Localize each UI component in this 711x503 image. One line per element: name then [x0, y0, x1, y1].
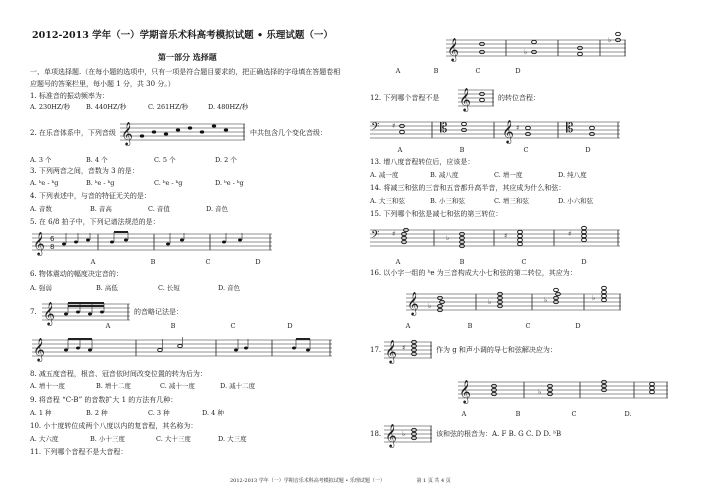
q15-staff	[370, 226, 620, 252]
svg-text:♭: ♭	[538, 388, 542, 396]
svg-text:♭: ♭	[544, 296, 548, 304]
q9-option-b: B. 2 种	[86, 409, 108, 417]
q11-label-b: B	[433, 67, 439, 75]
footer-page-number: 第 1 页 共 4 页	[416, 478, 451, 484]
q11-staff	[446, 34, 626, 62]
q14-option-b: B. 小三和弦	[430, 197, 465, 205]
q17-label-b: B	[515, 410, 521, 418]
question-3: 3. 下列两音之间，音数为 3 的是：	[30, 167, 139, 175]
question-11: 11. 下列哪个音程不是大音程：	[30, 448, 128, 456]
question-7-suffix: 的音略记法是：	[134, 308, 183, 316]
question-16: 16. 以小字一组的 ᵇe 为三音构成大小七和弦的第二转位，其应为：	[370, 269, 577, 277]
svg-text:♯: ♯	[516, 124, 520, 132]
q12-staff	[458, 86, 494, 112]
q16-label-a: A	[405, 322, 411, 330]
q10-option-d: D. 大三度	[218, 435, 247, 443]
q15-label-a: A	[395, 258, 401, 266]
q8-option-d: D. 减十二度	[220, 382, 256, 390]
svg-text:♯: ♯	[402, 344, 406, 352]
q2-staff	[120, 120, 245, 146]
q1-option-c: C. 261HZ/秒	[148, 103, 189, 111]
q11-label-a: A	[395, 67, 401, 75]
question-9: 9. 将音程 “C-B” 的音数扩大 1 的方法有几种：	[30, 396, 178, 404]
alto-clef-icon: 𝄡	[440, 121, 448, 136]
q11-label-d: D	[515, 67, 521, 75]
question-7-prefix: 7.	[30, 308, 37, 316]
q9-option-d: D. 4 种	[202, 409, 224, 417]
q3-option-b: B. ᵇe - ᵇg	[86, 179, 115, 187]
q7-label-a: A	[105, 322, 111, 330]
question-14: 14. 将减三和弦的三音和五音都升高半音，其应成为什么和弦：	[370, 184, 566, 192]
question-17-suffix: 作为 g 和声小调的导七和弦解决应为：	[436, 346, 557, 354]
question-10: 10. 小十度转位成两个八度以内的复音程，其名称为：	[30, 422, 198, 430]
tenor-clef-icon: 𝄡	[566, 121, 574, 136]
q3-option-d: D. ᵇe - ᵇg	[215, 179, 244, 187]
q10-option-c: C. 大十三度	[156, 435, 191, 443]
q15-label-b: B	[459, 258, 465, 266]
q17-staff	[384, 336, 432, 364]
svg-text:♭: ♭	[524, 48, 528, 56]
svg-text:♭: ♭	[488, 298, 492, 306]
q13-option-a: A. 减一度	[370, 171, 399, 179]
q9-option-a: A. 1 种	[30, 409, 52, 417]
q2-option-a: A. 3 个	[30, 156, 52, 164]
treble-clef-icon: 𝄞	[121, 121, 133, 145]
question-12-prefix: 12. 下列哪个音程不是	[370, 94, 440, 102]
svg-text:♭: ♭	[608, 36, 612, 44]
question-1: 1. 标准音的振动频率为：	[30, 92, 109, 100]
q1-option-b: B. 440HZ/秒	[86, 103, 127, 111]
question-6: 6. 物体震动的幅度决定音的：	[30, 270, 123, 278]
q7-label-b: B	[170, 322, 176, 330]
question-12-suffix: 的转位音程：	[498, 94, 540, 102]
q5-label-a: A	[90, 258, 96, 266]
question-18-prefix: 18.	[370, 430, 382, 438]
q12-label-b: B	[459, 146, 465, 154]
question-18-suffix: 该和弦的根音为：A. F B. G C. D D. ᵇB	[436, 430, 562, 438]
footer-title: 2012-2013 学年（一）学期音乐术科高考模拟试题 • 乐理试题（一）	[230, 478, 385, 484]
q13-option-d: D. 纯八度	[558, 171, 587, 179]
q16-label-d: D	[575, 322, 581, 330]
q5-label-b: B	[150, 258, 156, 266]
q15-label-c: C	[521, 258, 527, 266]
q6-option-a: A. 强弱	[30, 284, 52, 292]
q3-option-c: C. ᵇe - ᵇg	[154, 179, 183, 187]
q6-option-c: C. 长短	[158, 284, 180, 292]
treble-clef-icon: 𝄞	[33, 231, 45, 255]
q7-label-d: D	[287, 322, 293, 330]
q15-label-d: D	[581, 258, 587, 266]
q16-staff	[406, 288, 621, 316]
question-13: 13. 增八度音程转位后，应该是：	[370, 158, 475, 166]
q12-label-a: A	[397, 146, 403, 154]
q8-option-a: A. 增十一度	[30, 382, 65, 390]
q4-option-a: A. 音数	[30, 205, 52, 213]
q14-option-d: D. 小六和弦	[558, 197, 594, 205]
treble-clef-icon: 𝄞	[385, 339, 397, 363]
q8-option-c: C. 减十一度	[160, 382, 195, 390]
q2-option-b: B. 4 个	[86, 156, 108, 164]
q2-option-d: D. 2 个	[215, 156, 237, 164]
q6-option-b: B. 高低	[96, 284, 118, 292]
q14-option-a: A. 大三和弦	[370, 197, 405, 205]
question-4: 4. 下列表述中，与音的特征无关的是：	[30, 192, 151, 200]
q17-label-c: C	[571, 410, 577, 418]
treble-clef-icon: 𝄞	[459, 87, 471, 111]
q14-option-c: C. 增三和弦	[494, 197, 529, 205]
treble-clef-icon: 𝄞	[33, 337, 45, 361]
q17-label-d: D.	[624, 410, 632, 418]
q9-option-c: C. 3 种	[148, 409, 170, 417]
svg-text:♭: ♭	[446, 234, 450, 242]
treble-clef-icon: 𝄞	[447, 37, 459, 61]
q12-options-staff	[370, 118, 620, 144]
q16-label-b: B	[467, 322, 473, 330]
q12-label-d: D	[585, 146, 591, 154]
question-15: 15. 下列哪个和弦是减七和弦的第三转位：	[370, 210, 503, 218]
q18-staff	[384, 420, 432, 448]
question-8: 8. 减五度音程，根音、冠音依时间改变位置的转为后为：	[30, 370, 207, 378]
bass-clef-icon: 𝄢	[371, 121, 380, 136]
svg-text:♭: ♭	[592, 294, 596, 302]
svg-text:♯: ♯	[392, 122, 396, 130]
svg-text:8: 8	[50, 243, 55, 251]
treble-clef-icon: 𝄞	[459, 379, 471, 403]
question-5: 5. 在 6/8 拍子中，下列记谱法规范的是：	[30, 218, 160, 226]
instructions-line-2: 应题号的答案栏里，每小题 1 分，共 30 分。）	[30, 80, 175, 88]
q13-option-c: C. 增一度	[494, 171, 523, 179]
q5-label-d: D	[255, 258, 261, 266]
question-2-suffix: 中共包含几个变化音级：	[250, 129, 327, 137]
svg-text:6: 6	[50, 235, 55, 243]
svg-text:♯: ♯	[568, 230, 572, 238]
q2-option-c: C. 5 个	[154, 156, 176, 164]
q11-label-c: C	[475, 67, 481, 75]
q8-option-b: B. 增十二度	[96, 382, 131, 390]
q6-option-d: D. 音色	[218, 284, 241, 292]
treble-clef-icon: 𝄞	[407, 291, 419, 315]
q1-option-d: D. 480HZ/秒	[208, 103, 249, 111]
q4-option-d: D. 音色	[206, 205, 229, 213]
q1-option-a: A. 230HZ/秒	[30, 103, 71, 111]
q7-options-staff	[32, 336, 332, 362]
question-2-prefix: 2. 在乐音体系中，下列音级	[30, 129, 116, 137]
q10-option-a: A. 大六度	[30, 435, 59, 443]
page-footer	[230, 477, 451, 484]
svg-text:♯: ♯	[504, 232, 508, 240]
q17-label-a: A	[461, 410, 467, 418]
q4-option-b: B. 音高	[90, 205, 112, 213]
treble-clef-icon: 𝄞	[385, 423, 397, 447]
q13-option-b: B. 减八度	[430, 171, 459, 179]
q3-option-a: A. ᵇe - ᵇg	[30, 179, 59, 187]
q7-label-c: C	[230, 322, 236, 330]
q5-label-c: C	[205, 258, 211, 266]
treble-clef-icon: 𝄞	[502, 119, 514, 143]
bass-clef-icon: 𝄢	[371, 229, 380, 244]
q17-options-staff	[458, 376, 668, 404]
svg-text:♯: ♯	[392, 230, 396, 238]
q5-staff	[32, 230, 272, 256]
part-title: 第一部分 选择题	[158, 52, 217, 62]
exam-title: 2012-2013 学年（一）学期音乐术科高考模拟试题 • 乐理试题（一）	[32, 30, 333, 41]
svg-text:♭: ♭	[402, 430, 406, 438]
q10-option-b: B. 小十三度	[90, 435, 125, 443]
question-17-prefix: 17.	[370, 346, 382, 354]
q4-option-c: C. 音值	[148, 205, 170, 213]
q12-label-c: C	[523, 146, 529, 154]
treble-clef-icon: 𝄞	[43, 301, 55, 325]
svg-text:♭: ♭	[428, 302, 432, 310]
q16-label-c: C	[525, 322, 531, 330]
instructions-line-1: 一、单项选择题.（在每小题的选项中，只有一项是符合题目要求的，把正确选择的字母填在答题卷相	[30, 68, 341, 76]
